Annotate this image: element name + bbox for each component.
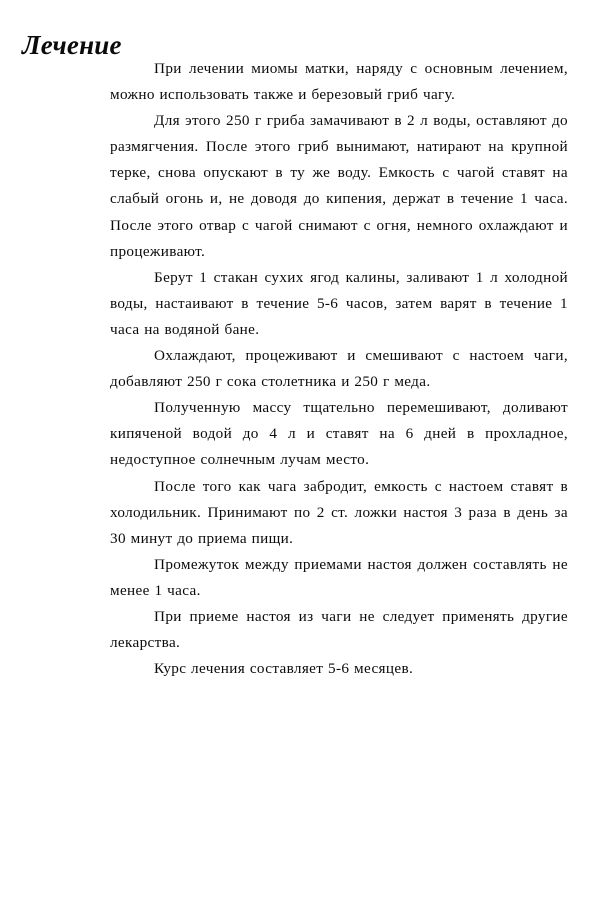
- paragraph: После того как чага забродит, емкость с настоем ставят в холодильник. Принимают по 2 ст. ложки настоя 3 раза в день за 30 минут до приема пищи.: [110, 477, 568, 547]
- paragraph: Берут 1 стакан сухих ягод калины, заливают 1 л холодной воды, настаивают в течение 5-6 часов, затем варят в течение 1 часа на водяной бане.: [110, 268, 568, 338]
- page-title: Лечение: [22, 30, 122, 61]
- paragraph: Охлаждают, процеживают и смешивают с настоем чаги, добавляют 250 г сока столетника и 250 г меда.: [110, 347, 568, 391]
- paragraph: Промежуток между приемами настоя должен составлять не менее 1 часа.: [110, 555, 568, 599]
- document-body: [110, 56, 568, 682]
- paragraph: При лечении миомы матки, наряду с основным лечением, можно использовать также и березовый гриб чагу.: [110, 60, 568, 104]
- paragraph: Для этого 250 г гриба замачивают в 2 л воды, оставляют до размягчения. После этого гриб вынимают, натирают на крупной терке, снова опускают в ту же воду. Емкость с чагой ставят на слабый огонь и, не доводя до кипения, держат в течение 1 часа. После этого отвар с чагой снимают с огня, немного охлаждают и процеживают.: [110, 112, 568, 260]
- paragraph: При приеме настоя из чаги не следует применять другие лекарства.: [110, 607, 568, 652]
- paragraph: Полученную массу тщательно перемешивают, доливают кипяченой водой до 4 л и ставят на 6 дней в прохладное, недоступное солнечным лучам место.: [110, 399, 568, 469]
- paragraph: Курс лечения составляет 5-6 месяцев.: [154, 660, 414, 678]
